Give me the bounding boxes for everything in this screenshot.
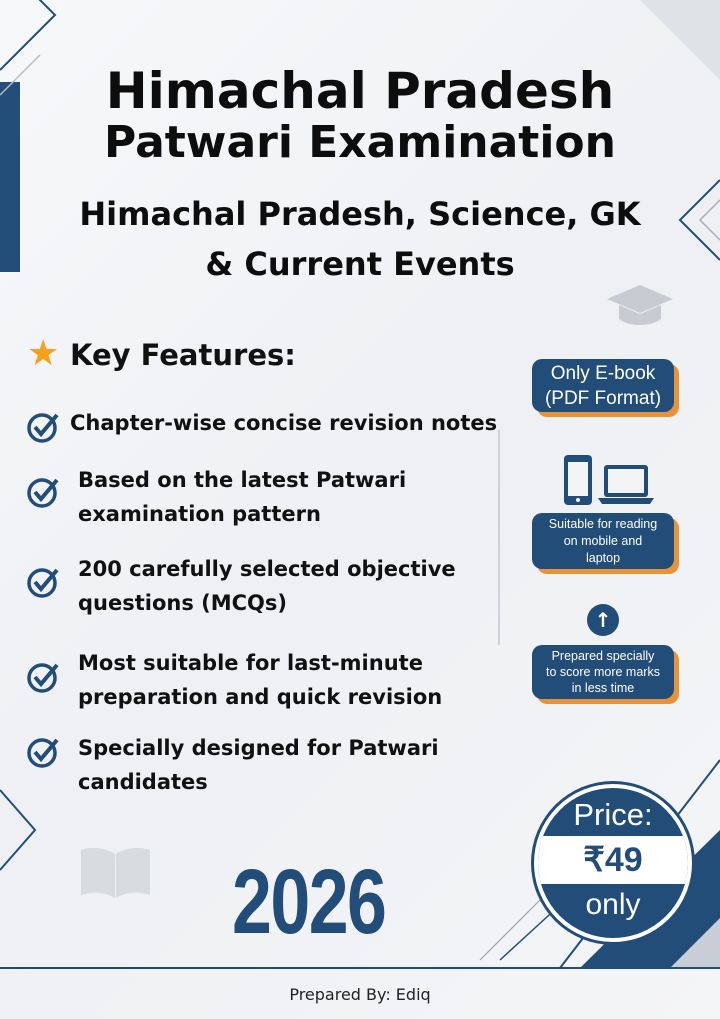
check-circle-icon — [26, 660, 60, 694]
price-amount: ₹49 — [538, 836, 688, 884]
check-circle-icon — [26, 475, 60, 509]
price-badge — [534, 784, 692, 942]
subtitle-line-1: Himachal Pradesh, Science, GK — [79, 195, 641, 233]
year-label: 2026 — [232, 851, 386, 953]
price-suffix: only — [585, 888, 641, 921]
check-circle-icon — [26, 565, 60, 599]
check-circle-icon — [26, 735, 60, 769]
footer-credit: Prepared By: Ediq — [289, 985, 431, 1004]
devices-badge: Suitable for reading on mobile and laptop — [532, 513, 674, 569]
star-icon: ★ — [27, 333, 60, 374]
price-label: Price: — [573, 797, 653, 832]
title-line-1: Himachal Pradesh — [105, 62, 615, 120]
feature-item: Chapter-wise concise revision notes — [70, 411, 498, 435]
marks-badge: Prepared specially to score more marks in less time — [532, 645, 674, 699]
features-heading: Key Features: — [70, 338, 296, 372]
arrow-up-icon: ↑ — [587, 604, 619, 636]
mobile-laptop-icon — [560, 453, 656, 507]
format-badge: Only E-book (PDF Format) — [532, 359, 674, 412]
title-line-2: Patwari Examination — [104, 117, 616, 168]
subtitle-line-2: & Current Events — [205, 245, 515, 283]
feature-item: 200 carefully selected objective questions (MCQs) — [78, 557, 456, 615]
feature-item: Specially designed for Patwari candidates — [78, 736, 439, 794]
book-icon — [78, 845, 153, 900]
check-circle-icon — [26, 410, 60, 444]
graduation-cap-icon — [605, 283, 675, 333]
feature-item: Based on the latest Patwari examination pattern — [78, 468, 407, 526]
feature-item: Most suitable for last-minute preparation and quick revision — [78, 651, 443, 709]
